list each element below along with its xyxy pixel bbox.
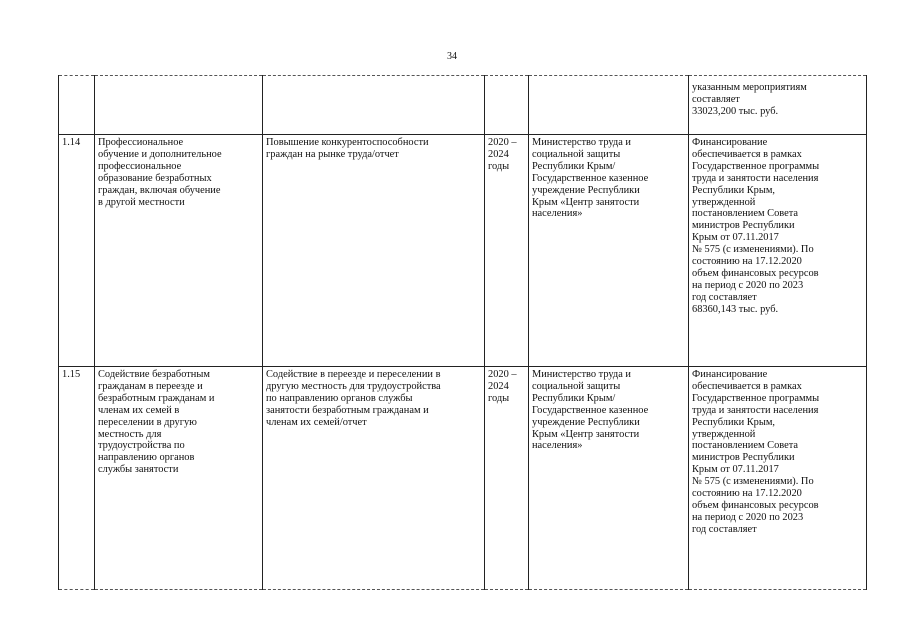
period: 2020 – 2024 годы [485,367,529,590]
row-number: 1.14 [59,135,95,367]
measure-name: Профессиональное обучение и дополнительное профессиональное образование безработных граждан, включая обучение в другой местности [95,135,263,367]
program-measures-table [58,75,867,590]
period [485,76,529,135]
table-row [59,135,867,367]
measure-name: Содействие безработным гражданам в переезде и безработным гражданам и членам их семей в переселении в другую местность для трудоустройства по направлению органов службы занятости [95,367,263,590]
period: 2020 – 2024 годы [485,135,529,367]
executor: Министерство труда и социальной защиты Республики Крым/ Государственное казенное учреждение Республики Крым «Центр занятости населения» [529,135,689,367]
expected-result: Содействие в переезде и переселении в другую местность для трудоустройства по направлению органов службы занятости безработным гражданам и членам их семей/отчет [263,367,485,590]
table-row [59,76,867,135]
row-number [59,76,95,135]
funding: указанным мероприятиям составляет 33023,200 тыс. руб. [689,76,867,135]
executor [529,76,689,135]
measure-name [95,76,263,135]
funding: Финансирование обеспечивается в рамках Государственное программы труда и занятости населения Республики Крым, утвержденной постановлением Совета министров Республики Крым от 07.11.2017 № 575 (с изменениями). По состоянию на 17.12.2020 объем финансовых ресурсов на период с 2020 по 2023 год составляет [689,367,867,590]
funding: Финансирование обеспечивается в рамках Государственное программы труда и занятости населения Республики Крым, утвержденной постановлением Совета министров Республики Крым от 07.11.2017 № 575 (с изменениями). По состоянию на 17.12.2020 объем финансовых ресурсов на период с 2020 по 2023 год составляет 68360,143 тыс. руб. [689,135,867,367]
page-number: 34 [447,51,457,62]
row-number: 1.15 [59,367,95,590]
executor: Министерство труда и социальной защиты Республики Крым/ Государственное казенное учреждение Республики Крым «Центр занятости населения» [529,367,689,590]
table-row [59,367,867,590]
expected-result: Повышение конкурентоспособности граждан на рынке труда/отчет [263,135,485,367]
expected-result [263,76,485,135]
